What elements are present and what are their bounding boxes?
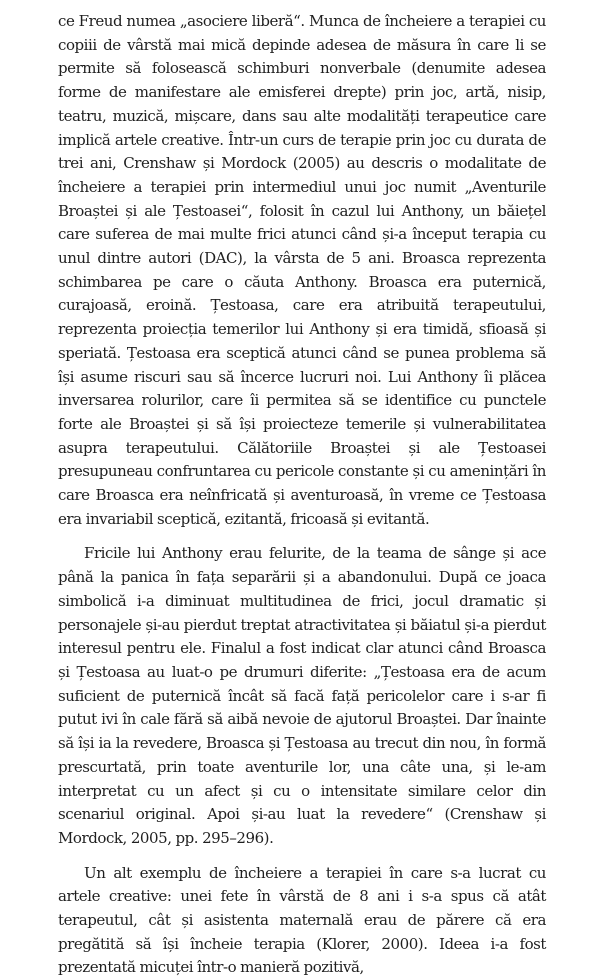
document-page — [58, 10, 546, 980]
paragraph-3: Un alt exemplu de încheiere a terapiei în care s-a lucrat cu artele creative: unei fete în vârstă de 8 ani i s-a spus că atât terapeutul, cât și asistenta maternală erau de părere că era pregătită să își încheie terapia (Klorer, 2000). Ideea i-a fost prezentată micuței într-o manieră pozitivă, — [58, 863, 546, 977]
paragraph-2: Fricile lui Anthony erau felurite, de la teama de sânge și ace până la panica în fața separării și a abandonului. După ce joaca simbolică i-a diminuat multitudinea de frici, jocul dramatic și personajele și-au pierdut treptat atractivitatea și băiatul și-a pierdut interesul pentru ele. Finalul a fost indicat clar atunci când Broasca și Țestoasa au luat-o pe drumuri diferite: „Țestoasa era de acum suficient de puternică încât să facă față pericolelor care i s-ar fi putut ivi în cale fără să aibă nevoie de ajutorul Broaștei. Dar înainte să își ia la revedere, Broasca și Țestoasa au trecut din nou, în formă prescurtată, prin toate aventurile lor, una câte una, și le-am interpretat cu un afect și cu o intensitate similare celor din scenariul original. Apoi și-au luat la revedere“ (Crenshaw și Mordock, 2005, pp. 295–296). — [58, 544, 546, 847]
paragraph-1: ce Freud numea „asociere liberă“. Munca de încheiere a terapiei cu copiii de vârstă mai mică depinde adesea de măsura în care li se permite să folosească schimburi nonverbale (denumite adesea forme de manifestare ale emisferei drepte) prin joc, artă, nisip, teatru, muzică, mișcare, dans sau alte modalități terapeutice care implică artele creative. Într-un curs de terapie prin joc cu durata de trei ani, Crenshaw și Mordock (2005) au descris o modalitate de încheiere a terapiei prin intermediul unui joc numit „Aventurile Broaștei și ale Țestoasei“, folosit în cazul lui Anthony, un băiețel care suferea de mai multe frici atunci când și-a început terapia cu unul dintre autori (DAC), la vârsta de 5 ani. Broasca reprezenta schimbarea pe care o căuta Anthony. Broasca era puternică, curajoasă, eroină. Țestoasa, care era atribuită terapeutului, reprezenta proiecția temerilor lui Anthony și era timidă, sfioasă și speriată. Țestoasa era sceptică atunci când se punea problema să își asume riscuri sau să încerce lucruri noi. Lui Anthony îi plăcea inversarea rolurilor, care îi permitea să se identifice cu punctele forte ale Broaștei și să își proiecteze temerile și vulnerabilitatea asupra terapeutului. Călătoriile Broaștei și ale Țestoasei presupuneau confruntarea cu pericole constante și cu amenințări în care Broasca era neînfricată și aventuroasă, în vreme ce Țestoasa era invariabil sceptică, ezitantă, fricoasă și evitantă. — [58, 12, 546, 528]
